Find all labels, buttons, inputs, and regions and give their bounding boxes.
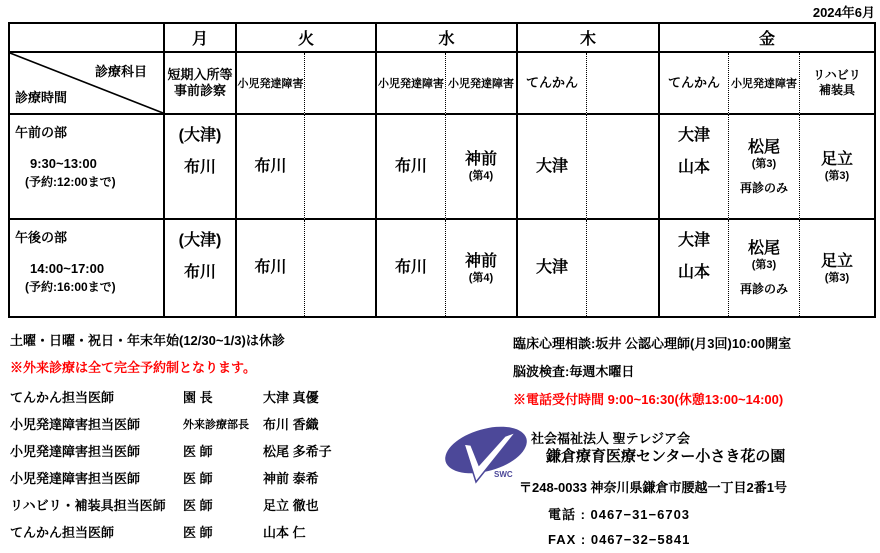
doctor-role: てんかん担当医師 (10, 390, 115, 405)
doctor-row (10, 410, 332, 437)
doctor-fullname: 布川 香織 (263, 417, 319, 432)
revisit-only-note: 再診のみ (739, 282, 788, 296)
doctor-name: (大津) (178, 127, 222, 144)
doctor-fullname: 足立 徹也 (263, 498, 319, 513)
dept-header-thu1: てんかん (518, 53, 587, 115)
cell-morning-thu1 (518, 115, 587, 220)
cell-afternoon-tue1 (237, 220, 305, 316)
doctor-row (10, 464, 332, 491)
doctor-name: 神前 (464, 151, 497, 168)
dept-header-thu2-empty (587, 53, 660, 115)
day-header-tue: 火 (237, 24, 377, 53)
doctor-row (10, 383, 332, 410)
cell-afternoon-fri2 (729, 220, 800, 316)
schedule-table (8, 22, 876, 318)
doctor-role: 小児発達障害担当医師 (10, 471, 141, 486)
doctor-fullname: 神前 泰希 (263, 471, 319, 486)
revisit-only-note: 再診のみ (739, 180, 788, 195)
cell-morning-tue1 (237, 115, 305, 220)
doctor-name: 松尾 (747, 240, 780, 257)
dept-header-wed2: 小児発達障害 (446, 53, 518, 115)
doctor-title: 医 師 (183, 525, 213, 540)
doctor-name: 大津 (535, 259, 568, 276)
cell-afternoon-tue2-empty (305, 220, 377, 316)
doctor-row (10, 518, 332, 545)
dept-fri3-line2: 補装具 (818, 83, 855, 97)
cell-afternoon-fri1 (660, 220, 729, 316)
day-header-fri: 金 (660, 24, 874, 53)
doctor-name: 布川 (254, 259, 287, 276)
corner-diagonal-cell (10, 53, 165, 115)
doctor-fullname: 松尾 多希子 (263, 444, 332, 459)
cell-morning-wed1 (377, 115, 446, 220)
doctor-name: 布川 (183, 264, 216, 281)
session-morning-booking: (予約:12:00まで) (25, 175, 116, 189)
doctor-week-ordinal: (第3) (824, 170, 850, 182)
corporation-name: 社会福祉法人 聖テレジア会 (531, 431, 691, 446)
cell-afternoon-fri3 (800, 220, 874, 316)
doctor-title: 外来診療部長 (183, 418, 249, 431)
cell-morning-fri2 (729, 115, 800, 220)
doctor-name: 松尾 (747, 138, 780, 156)
doctor-title: 医 師 (183, 498, 213, 513)
dept-header-fri2: 小児発達障害 (729, 53, 800, 115)
doctor-name: 山本 (677, 159, 710, 176)
doctor-title: 医 師 (183, 471, 213, 486)
doctor-fullname: 大津 真優 (263, 390, 319, 405)
cell-morning-fri1 (660, 115, 729, 220)
doctor-name: 大津 (535, 157, 568, 175)
cell-morning-mon (165, 115, 237, 220)
holiday-note: 土曜・日曜・祝日・年末年始(12/30~1/3)は休診 (10, 333, 285, 348)
doctor-list (10, 383, 332, 545)
doctor-week-ordinal: (第3) (751, 157, 777, 170)
doctor-name: 足立 (820, 252, 853, 270)
session-morning-label-cell (10, 115, 165, 220)
day-header-mon: 月 (165, 24, 237, 53)
doctor-role: 小児発達障害担当医師 (10, 417, 141, 432)
doctor-week-ordinal: (第4) (468, 271, 494, 284)
dept-header-tue2-empty (305, 53, 377, 115)
dept-header-wed1: 小児発達障害 (377, 53, 446, 115)
dept-header-fri1: てんかん (660, 53, 729, 115)
doctor-name: 足立 (820, 151, 853, 168)
session-afternoon-booking: (予約:16:00まで) (25, 280, 116, 294)
session-afternoon-time: 14:00~17:00 (30, 261, 105, 276)
doctor-week-ordinal: (第4) (468, 170, 494, 182)
cell-afternoon-thu1 (518, 220, 587, 316)
doctor-name: 山本 (677, 264, 710, 281)
session-morning-time: 9:30~13:00 (30, 156, 97, 171)
cell-afternoon-mon (165, 220, 237, 316)
doctor-title: 医 師 (183, 444, 213, 459)
doctor-fullname: 山本 仁 (263, 525, 306, 540)
cell-morning-tue2-empty (305, 115, 377, 220)
psychology-note: 臨床心理相談:坂井 公認心理師(月3回)10:00開室 (513, 336, 792, 351)
phone-hours-note: ※電話受付時間 9:00~16:30(休憩13:00~14:00) (513, 392, 784, 407)
dept-header-fri3 (800, 53, 874, 115)
cell-afternoon-wed2 (446, 220, 518, 316)
doctor-row (10, 437, 332, 464)
doctor-name: 布川 (254, 157, 287, 175)
doctor-name: 大津 (677, 232, 710, 249)
doctor-name: 神前 (464, 252, 497, 270)
eeg-note: 脳波検査:毎週木曜日 (513, 364, 635, 379)
doctor-name: 布川 (183, 159, 216, 176)
day-header-wed: 水 (377, 24, 518, 53)
doctor-row (10, 491, 332, 518)
dept-header-tue1: 小児発達障害 (237, 53, 305, 115)
cell-afternoon-thu2-empty (587, 220, 660, 316)
session-afternoon-label-cell (10, 220, 165, 316)
logo-swc-text: SWC (494, 470, 513, 479)
doctor-role: リハビリ・補装具担当医師 (10, 498, 166, 513)
dept-mon-line1: 短期入所等 (167, 67, 233, 82)
doctor-name: (大津) (178, 232, 222, 249)
facility-address: 〒248-0033 神奈川県鎌倉市腰越一丁目2番1号 (519, 480, 788, 495)
swc-logo (442, 424, 530, 486)
reservation-note: ※外来診療は全て完全予約制となります。 (10, 360, 256, 375)
fax-number: FAX : 0467−32−5841 (548, 532, 691, 547)
corner-time-label: 診療時間 (15, 90, 68, 105)
session-morning-name: 午前の部 (15, 125, 68, 140)
logo-ellipse (442, 424, 530, 482)
doctor-week-ordinal: (第3) (824, 271, 850, 284)
cell-morning-thu2-empty (587, 115, 660, 220)
doctor-role: 小児発達障害担当医師 (10, 444, 141, 459)
doctor-title: 園 長 (183, 390, 213, 405)
doctor-name: 大津 (677, 127, 710, 144)
corner-subject-label: 診療科目 (94, 64, 147, 79)
dept-header-mon (165, 53, 237, 115)
date-label: 2024年6月 (812, 5, 875, 20)
dept-mon-line2: 事前診察 (173, 83, 226, 98)
cell-afternoon-wed1 (377, 220, 446, 316)
cell-morning-fri3 (800, 115, 874, 220)
doctor-name: 布川 (394, 157, 427, 175)
right-notes (513, 330, 791, 414)
doctor-name: 布川 (394, 259, 427, 276)
cell-morning-wed2 (446, 115, 518, 220)
doctor-week-ordinal: (第3) (751, 259, 777, 271)
facility-name: 鎌倉療育医療センター小さき花の園 (546, 448, 786, 465)
session-afternoon-name: 午後の部 (15, 230, 68, 245)
doctor-role: てんかん担当医師 (10, 525, 115, 540)
day-header-thu: 木 (518, 24, 660, 53)
dept-fri3-line1: リハビリ (813, 68, 861, 82)
telephone-number: 電話 : 0467−31−6703 (548, 507, 691, 522)
corner-blank-cell (10, 24, 165, 53)
